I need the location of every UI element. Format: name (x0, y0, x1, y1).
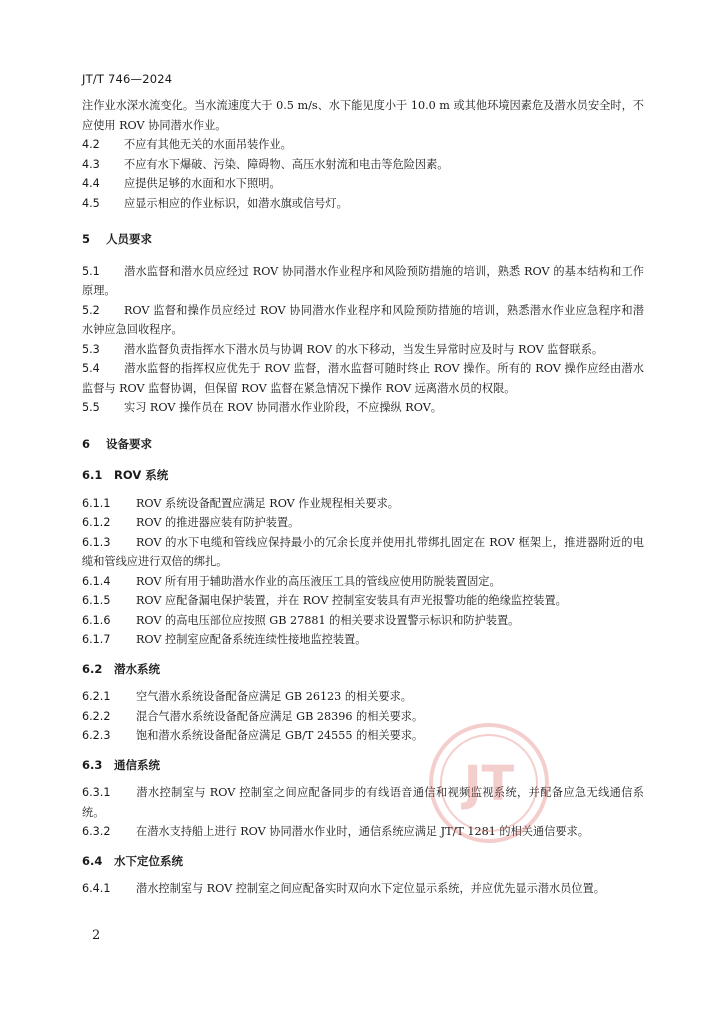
clause-text: 潜水监督的指挥权应优先于 ROV 监督，潜水监督可随时终止 ROV 操作。所有的 ROV 操作应经由潜水监督与 ROV 监督协调，但保留 ROV 监督在紧急情况下操作 ROV 远离潜水员的权限。 (82, 362, 644, 395)
clause-number: 4.4 (82, 177, 100, 190)
section-number: 6 (82, 436, 91, 451)
subsection-number: 6.4 (82, 853, 103, 868)
subsection-number: 6.2 (82, 661, 103, 676)
clause-text: 不应有水下爆破、污染、障碍物、高压水射流和电击等危险因素。 (124, 157, 449, 171)
clause-6-1-1 (82, 494, 644, 514)
clause-6-1-3 (82, 533, 644, 572)
subsection-title: ROV 系统 (114, 468, 169, 482)
section-title: 设备要求 (106, 436, 152, 451)
clause-6-2-1 (82, 687, 644, 707)
clause-4-4 (82, 174, 644, 194)
clause-text: 应显示相应的作业标识，如潜水旗或信号灯。 (124, 196, 348, 210)
clause-5-1 (82, 262, 644, 301)
clause-number: 6.1.1 (82, 496, 111, 510)
clause-number: 5.4 (82, 362, 100, 375)
subsection-6-1-heading (82, 466, 644, 486)
subsection-6-4-heading (82, 852, 644, 872)
section-6-heading (82, 435, 644, 455)
clause-number: 6.4.1 (82, 882, 111, 895)
clause-text: 潜水监督和潜水员应经过 ROV 协同潜水作业程序和风险预防措施的培训，熟悉 ROV 的基本结构和工作原理。 (82, 264, 644, 297)
clause-text: 潜水监督负责指挥水下潜水员与协调 ROV 的水下移动，当发生异常时应及时与 ROV 监督联系。 (124, 342, 604, 356)
clause-number: 6.3.2 (82, 825, 111, 838)
clause-text: ROV 监督和操作员应经过 ROV 协同潜水作业程序和风险预防措施的培训，熟悉潜水作业应急程序和潜水钟应急回收程序。 (82, 303, 644, 336)
clause-text: ROV 控制室应配备系统连续性接地监控装置。 (136, 633, 367, 646)
clause-text: 潜水控制室与 ROV 控制室之间应配备同步的有线语音通信和视频监视系统，并配备应急无线通信系统。 (82, 786, 644, 819)
clause-text: ROV 所有用于辅助潜水作业的高压液压工具的管线应使用防脱装置固定。 (136, 574, 501, 588)
clause-text: 潜水控制室与 ROV 控制室之间应配备实时双向水下定位显示系统，并应优先显示潜水员位置。 (136, 882, 605, 895)
clause-5-4 (82, 359, 644, 398)
clause-4-2 (82, 135, 644, 155)
clause-text: ROV 应配备漏电保护装置，并在 ROV 控制室安装具有声光报警功能的绝缘监控装置。 (136, 594, 567, 607)
clause-number: 6.2.3 (82, 729, 111, 742)
subsection-6-2-heading (82, 660, 644, 680)
clause-5-5 (82, 398, 644, 418)
clause-6-1-4 (82, 572, 644, 592)
subsection-title: 通信系统 (114, 757, 160, 772)
clause-number: 6.2.1 (82, 690, 111, 703)
clause-text: 混合气潜水系统设备配备应满足 GB 28396 的相关要求。 (136, 709, 424, 723)
clause-4-3 (82, 155, 644, 175)
clause-text: 空气潜水系统设备配备应满足 GB 26123 的相关要求。 (136, 690, 412, 703)
clause-text: 不应有其他无关的水面吊装作业。 (124, 138, 292, 151)
clause-text: ROV 系统设备配置应满足 ROV 作业规程相关要求。 (136, 496, 399, 510)
subsection-6-3-heading (82, 756, 644, 776)
clause-text: 饱和潜水系统设备配备应满足 GB/T 24555 的相关要求。 (136, 729, 424, 742)
paragraph-text: 注作业水深水流变化。当水流速度大于 0.5 m/s、水下能见度小于 10.0 m 或其他环境因素危及潜水员安全时，不应使用 ROV 协同潜水作业。 (82, 99, 644, 132)
clause-number: 6.1.3 (82, 535, 111, 549)
clause-5-3 (82, 340, 644, 360)
clause-number: 6.2.2 (82, 709, 111, 723)
clause-5-2 (82, 301, 644, 340)
clause-number: 5.5 (82, 401, 100, 414)
clause-6-1-2 (82, 513, 644, 533)
subsection-number: 6.1 (82, 468, 103, 482)
clause-6-1-6 (82, 611, 644, 631)
clause-number: 6.3.1 (82, 786, 111, 799)
clause-number: 6.1.7 (82, 633, 111, 646)
clause-text: 在潜水支持船上进行 ROV 协同潜水作业时，通信系统应满足 JT/T 1281 的相关通信要求。 (136, 825, 589, 838)
seal-text: JT (463, 756, 515, 812)
clause-text: 实习 ROV 操作员在 ROV 协同潜水作业阶段，不应操纵 ROV。 (124, 401, 442, 414)
clause-6-2-3 (82, 726, 644, 746)
section-number: 5 (82, 232, 91, 246)
clause-text: ROV 的水下电缆和管线应保持最小的冗余长度并使用扎带绑扎固定在 ROV 框架上，推进器附近的电缆和管线应进行双倍的绑扎。 (82, 535, 644, 568)
clause-number: 5.1 (82, 264, 100, 278)
section-title: 人员要求 (106, 232, 152, 246)
clause-text: 应提供足够的水面和水下照明。 (124, 177, 281, 190)
clause-6-1-7 (82, 630, 644, 650)
clause-4-5 (82, 194, 644, 214)
clause-number: 6.1.4 (82, 574, 111, 588)
clause-number: 4.3 (82, 157, 100, 171)
continued-paragraph (82, 96, 644, 135)
clause-6-3-2 (82, 822, 644, 842)
clause-number: 4.5 (82, 196, 100, 210)
clause-6-3-1 (82, 783, 644, 822)
clause-number: 5.2 (82, 303, 100, 317)
standard-code-header: JT/T 746—2024 (82, 72, 173, 86)
clause-text: ROV 的推进器应装有防护装置。 (136, 516, 300, 529)
clause-number: 4.2 (82, 138, 100, 151)
clause-number: 6.1.5 (82, 594, 111, 607)
document-body (82, 96, 644, 899)
section-5-heading (82, 230, 644, 250)
clause-number: 6.1.2 (82, 516, 111, 529)
clause-text: ROV 的高电压部位应按照 GB 27881 的相关要求设置警示标识和防护装置。 (136, 613, 520, 627)
clause-6-1-5 (82, 591, 644, 611)
subsection-title: 潜水系统 (114, 661, 160, 676)
page-number: 2 (92, 928, 101, 943)
subsection-title: 水下定位系统 (114, 853, 183, 868)
clause-6-4-1 (82, 879, 644, 899)
clause-6-2-2 (82, 707, 644, 727)
clause-number: 5.3 (82, 342, 100, 356)
clause-number: 6.1.6 (82, 613, 111, 627)
subsection-number: 6.3 (82, 757, 103, 772)
